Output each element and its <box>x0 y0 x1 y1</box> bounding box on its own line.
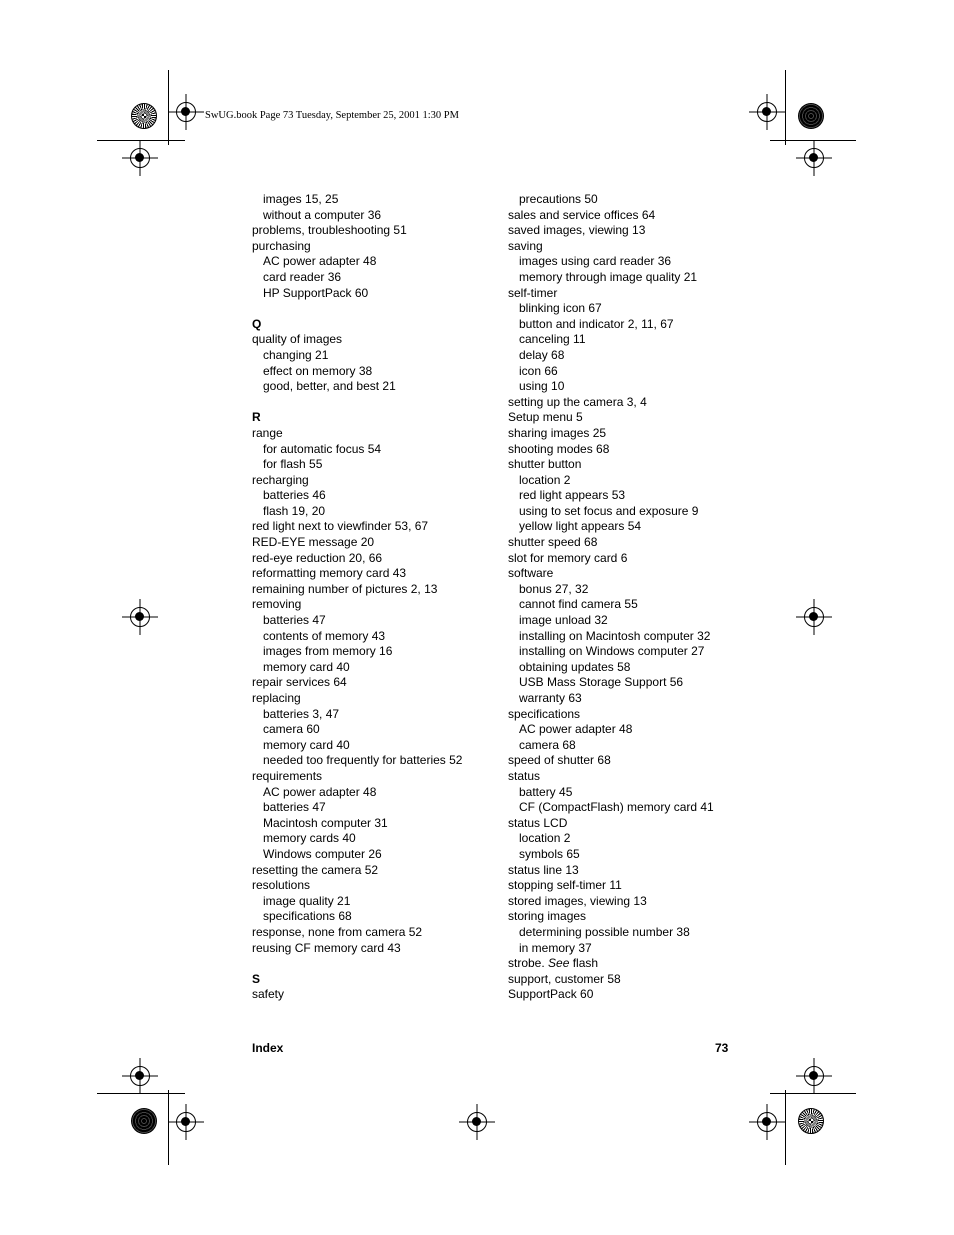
index-entry: stopping self-timer 11 <box>508 878 622 893</box>
index-entry <box>508 956 748 972</box>
crosshair-registration-icon <box>176 102 196 122</box>
index-subentry: blinking icon 67 <box>519 301 602 316</box>
index-subentry: batteries 47 <box>263 800 326 815</box>
crosshair-registration-icon <box>176 1112 196 1132</box>
index-subentry: canceling 11 <box>519 332 586 347</box>
index-entry: slot for memory card 6 <box>508 550 628 565</box>
crosshair-registration-icon <box>804 1066 824 1086</box>
index-entry: setting up the camera 3, 4 <box>508 394 647 409</box>
index-subentry: batteries 3, 47 <box>263 706 340 721</box>
target-registration-icon <box>131 1108 157 1134</box>
index-subentry: HP SupportPack 60 <box>263 285 369 300</box>
index-subentry: flash 19, 20 <box>263 503 326 518</box>
index-entry: safety <box>252 987 285 1002</box>
crop-mark <box>97 1093 185 1094</box>
print-header-note: SwUG.book Page 73 Tuesday, September 25, 2001 1:30 PM <box>205 110 459 121</box>
index-entry: sharing images 25 <box>508 425 607 440</box>
index-entry: red-eye reduction 20, 66 <box>252 550 383 565</box>
index-subentry: warranty 63 <box>519 691 582 705</box>
index-entry: red light next to viewfinder 53, 67 <box>252 519 429 534</box>
index-subentry: location 2 <box>519 472 571 487</box>
index-subentry: camera 68 <box>519 737 576 752</box>
index-subentry: good, better, and best 21 <box>263 379 396 394</box>
index-subentry: images using card reader 36 <box>519 254 672 269</box>
index-subentry: red light appears 53 <box>519 488 626 503</box>
index-entry: self-timer <box>508 285 558 300</box>
crosshair-registration-icon <box>130 607 150 627</box>
starburst-registration-icon <box>131 103 157 129</box>
index-entry: purchasing <box>252 238 311 253</box>
index-subentry: memory cards 40 <box>263 831 356 846</box>
index-entry: RED-EYE message 20 <box>252 535 375 550</box>
index-subentry: specifications 68 <box>263 909 352 924</box>
index-entry: storing images <box>508 909 587 924</box>
index-letter-heading: S <box>252 971 261 986</box>
index-entry: status line 13 <box>508 862 579 877</box>
index-subentry: memory card 40 <box>263 659 350 674</box>
index-subentry: symbols 65 <box>519 846 580 861</box>
crop-mark <box>168 70 169 145</box>
footer-page-number: 73 <box>715 1041 729 1055</box>
crosshair-registration-icon <box>804 607 824 627</box>
index-subentry: battery 45 <box>519 784 573 799</box>
index-subentry: Macintosh computer 31 <box>263 815 388 830</box>
index-subentry: card reader 36 <box>263 269 342 284</box>
see-reference: See <box>548 956 570 971</box>
index-entry: saved images, viewing 13 <box>508 223 646 238</box>
index-subentry: images 15, 25 <box>263 192 339 206</box>
index-entry: removing <box>252 597 302 612</box>
index-subentry: USB Mass Storage Support 56 <box>519 675 684 690</box>
index-subentry: for flash 55 <box>263 457 323 472</box>
index-subentry: location 2 <box>519 831 571 846</box>
index-subentry: Windows computer 26 <box>263 846 382 861</box>
index-subentry: batteries 46 <box>263 488 326 503</box>
index-subentry: precautions 50 <box>519 192 598 206</box>
index-entry: response, none from camera 52 <box>252 924 423 939</box>
index-subentry: needed too frequently for batteries 52 <box>263 753 463 768</box>
index-subentry: cannot find camera 55 <box>519 597 638 612</box>
index-subentry: effect on memory 38 <box>263 363 373 378</box>
index-subentry: for automatic focus 54 <box>263 441 382 456</box>
index-entry: reformatting memory card 43 <box>252 566 407 581</box>
index-subentry: using 10 <box>519 379 565 394</box>
index-entry: shooting modes 68 <box>508 441 610 456</box>
index-entry: shutter button <box>508 457 582 472</box>
crosshair-registration-icon <box>130 148 150 168</box>
index-entry: support, customer 58 <box>508 971 621 986</box>
crosshair-registration-icon <box>757 1112 777 1132</box>
index-subentry: contents of memory 43 <box>263 628 386 643</box>
index-entry: repair services 64 <box>252 675 347 690</box>
index-entry: reusing CF memory card 43 <box>252 940 401 955</box>
index-entry: Setup menu 5 <box>508 410 583 425</box>
index-subentry: obtaining updates 58 <box>519 659 631 674</box>
index-subentry: icon 66 <box>519 363 558 378</box>
index-subentry: button and indicator 2, 11, 67 <box>519 316 674 331</box>
index-subentry: without a computer 36 <box>263 207 382 222</box>
index-subentry: AC power adapter 48 <box>263 254 377 269</box>
index-entry: resetting the camera 52 <box>252 862 379 877</box>
index-entry: status LCD <box>508 815 568 830</box>
index-subentry: in memory 37 <box>519 940 592 955</box>
index-subentry: AC power adapter 48 <box>263 784 377 799</box>
crosshair-registration-icon <box>804 148 824 168</box>
index-entry: stored images, viewing 13 <box>508 893 647 908</box>
index-entry: speed of shutter 68 <box>508 753 611 768</box>
index-entry: requirements <box>252 768 323 783</box>
index-entry: problems, troubleshooting 51 <box>252 223 407 238</box>
index-subentry: using to set focus and exposure 9 <box>519 503 699 518</box>
crop-mark <box>785 1090 786 1165</box>
index-subentry: image unload 32 <box>519 613 608 628</box>
index-letter-heading: R <box>252 410 261 425</box>
index-subentry: installing on Macintosh computer 32 <box>519 628 711 643</box>
crop-mark <box>168 1090 169 1165</box>
index-entry: resolutions <box>252 878 311 893</box>
index-subentry: camera 60 <box>263 722 320 737</box>
index-entry: replacing <box>252 691 301 705</box>
index-entry-text: strobe. <box>508 956 549 971</box>
crosshair-registration-icon <box>757 102 777 122</box>
index-entry: remaining number of pictures 2, 13 <box>252 581 438 596</box>
index-entry: quality of images <box>252 332 343 347</box>
index-subentry: AC power adapter 48 <box>519 722 633 737</box>
index-subentry: memory through image quality 21 <box>519 269 698 284</box>
crop-mark <box>785 70 786 145</box>
index-subentry: delay 68 <box>519 347 565 362</box>
crosshair-registration-icon <box>130 1066 150 1086</box>
index-subentry: determining possible number 38 <box>519 924 690 939</box>
index-subentry: changing 21 <box>263 347 329 362</box>
index-subentry: bonus 27, 32 <box>519 581 589 596</box>
crop-mark <box>97 140 185 141</box>
index-subentry: images from memory 16 <box>263 644 393 659</box>
index-subentry: memory card 40 <box>263 737 350 752</box>
starburst-registration-icon <box>798 1108 824 1134</box>
see-target: flash <box>569 956 599 971</box>
index-entry: range <box>252 425 283 440</box>
index-entry: shutter speed 68 <box>508 535 598 550</box>
index-entry: saving <box>508 238 543 253</box>
index-subentry: yellow light appears 54 <box>519 519 642 534</box>
footer-section-title: Index <box>252 1041 284 1055</box>
index-entry: recharging <box>252 472 309 487</box>
crosshair-registration-icon <box>467 1112 487 1132</box>
target-registration-icon <box>798 103 824 129</box>
index-subentry: CF (CompactFlash) memory card 41 <box>519 800 714 815</box>
index-subentry: installing on Windows computer 27 <box>519 644 705 659</box>
index-entry: sales and service offices 64 <box>508 207 656 222</box>
index-entry: software <box>508 566 554 581</box>
index-entry: status <box>508 768 541 783</box>
index-column-right <box>508 192 748 1003</box>
index-entry: specifications <box>508 706 581 721</box>
index-subentry: batteries 47 <box>263 613 326 628</box>
index-letter-heading: Q <box>252 316 262 331</box>
index-subentry: image quality 21 <box>263 893 351 908</box>
index-column-left <box>252 192 492 1003</box>
index-entry: SupportPack 60 <box>508 987 594 1002</box>
